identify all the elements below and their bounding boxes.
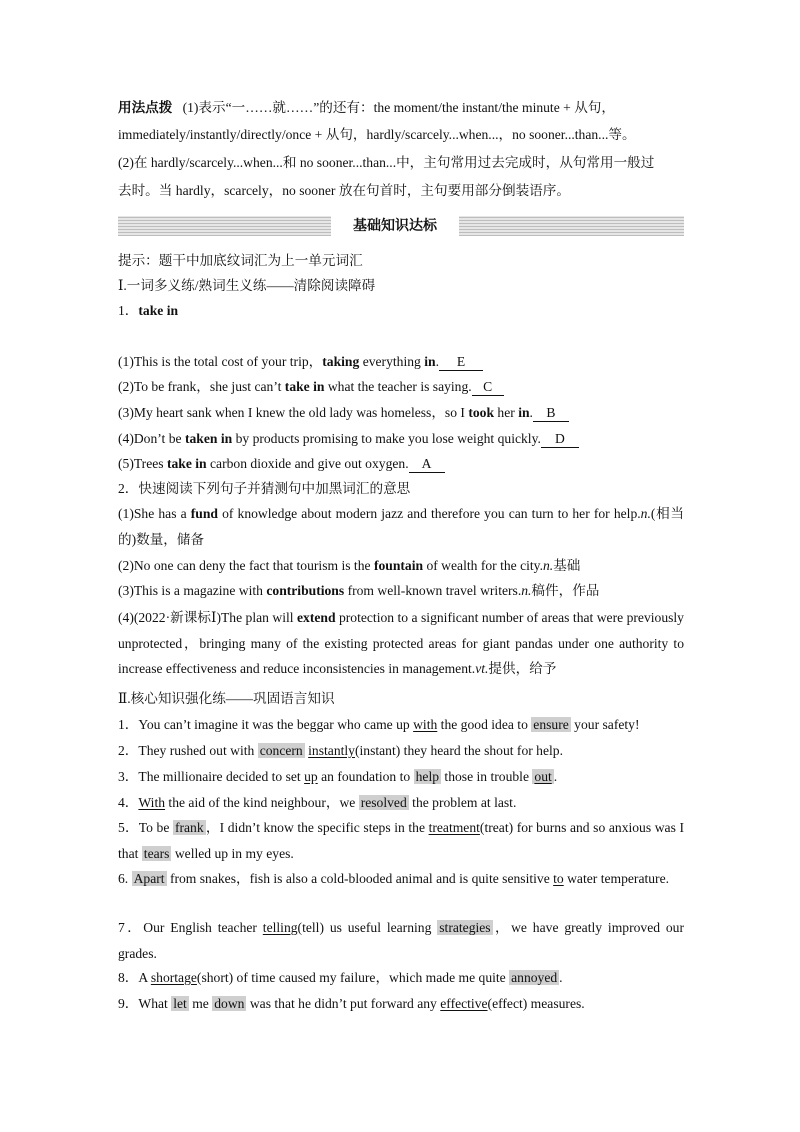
sentence-5: 5．To be frank ，I didn’t know the specific steps in the treatment(treat) for burns and so anxious was I that tears welled up in my eyes. — [118, 820, 684, 861]
sentence-3: 3．The millionaire decided to set up an foundation to help those in trouble out . — [118, 769, 558, 784]
sentence-7: 7．Our English teacher telling(tell) us useful learning strategies ，we have greatly improved our grades. — [118, 920, 685, 961]
answer-blank: C — [472, 379, 504, 396]
usage-label: 用法点拨 — [118, 100, 173, 116]
q1-title: 1．take in — [118, 303, 179, 318]
q2-item-4: (4)(2022·新课标Ⅰ)The plan will extend protection to a significant number of areas that were previously unprotected，bringing many of the existing protected areas for giant pandas under one authority to increase effectiveness and reduce inconsistencies in management.vt.提供，给予 — [118, 610, 684, 676]
list-item: (5)Trees take in carbon dioxide and give out oxygen. A — [118, 454, 684, 474]
answer-blank: E — [439, 354, 483, 371]
list-item: (3)My heart sank when I knew the old lady was homeless，so I took her in. B — [118, 403, 684, 423]
sentence-9: 9．What let me down was that he didn’t put forward any effective(effect) measures. — [118, 996, 585, 1011]
list-item: (4)Don’t be taken in by products promising to make you lose weight quickly. D — [118, 429, 684, 449]
sentence-1: 1．You can’t imagine it was the beggar who came up with the good idea to ensure your safety! — [118, 717, 640, 732]
answer-blank: B — [533, 405, 569, 422]
list-item: (2)To be frank，she just can’t take in what the teacher is saying. C — [118, 377, 684, 397]
usage-line-1: 用法点拨 (1)表示“一……就……”的还有：the moment/the instant/the minute + 从句， — [118, 100, 615, 116]
q2-title: 2．快速阅读下列句子并猜测句中加黑词汇的意思 — [118, 481, 411, 496]
usage-line-2: immediately/instantly/directly/once + 从句，hardly/scarcely...when...，no sooner...than...等。 — [118, 127, 636, 142]
usage-line-4: 去时。当 hardly，scarcely，no sooner 放在句首时，主句要用部分倒装语序。 — [118, 183, 570, 198]
part2-heading: Ⅱ.核心知识强化练——巩固语言知识 — [118, 691, 335, 706]
answer-blank: D — [541, 431, 579, 448]
answer-blank: A — [409, 456, 445, 473]
sentence-4: 4．With the aid of the kind neighbour，we resolved the problem at last. — [118, 795, 517, 810]
sentence-8: 8．A shortage(short) of time caused my failure，which made me quite annoyed . — [118, 970, 563, 985]
section-title: 基础知识达标 — [331, 215, 459, 237]
list-item: (1)This is the total cost of your trip，taking everything in. E — [118, 352, 684, 372]
q2-item-3: (3)This is a magazine with contributions from well-known travel writers.n.稿件，作品 — [118, 583, 600, 598]
q2-item-1: (1)She has a fund of knowledge about modern jazz and therefore you can turn to her for help.n.(相当的)数量，储备 — [118, 506, 684, 547]
hint-text: 提示：题干中加底纹词汇为上一单元词汇 — [118, 253, 363, 268]
part1-heading: Ⅰ.一词多义练/熟词生义练——清除阅读障碍 — [118, 278, 376, 293]
usage-line-3: (2)在 hardly/scarcely...when...和 no sooner...than...中，主句常用过去完成时，从句常用一般过 — [118, 155, 655, 170]
sentence-2: 2．They rushed out with concern instantly(instant) they heard the shout for help. — [118, 743, 563, 758]
sentence-6: 6. Apart from snakes，fish is also a cold-blooded animal and is quite sensitive to water temperature. — [118, 871, 670, 886]
q2-item-2: (2)No one can deny the fact that tourism is the fountain of wealth for the city.n.基础 — [118, 558, 581, 573]
